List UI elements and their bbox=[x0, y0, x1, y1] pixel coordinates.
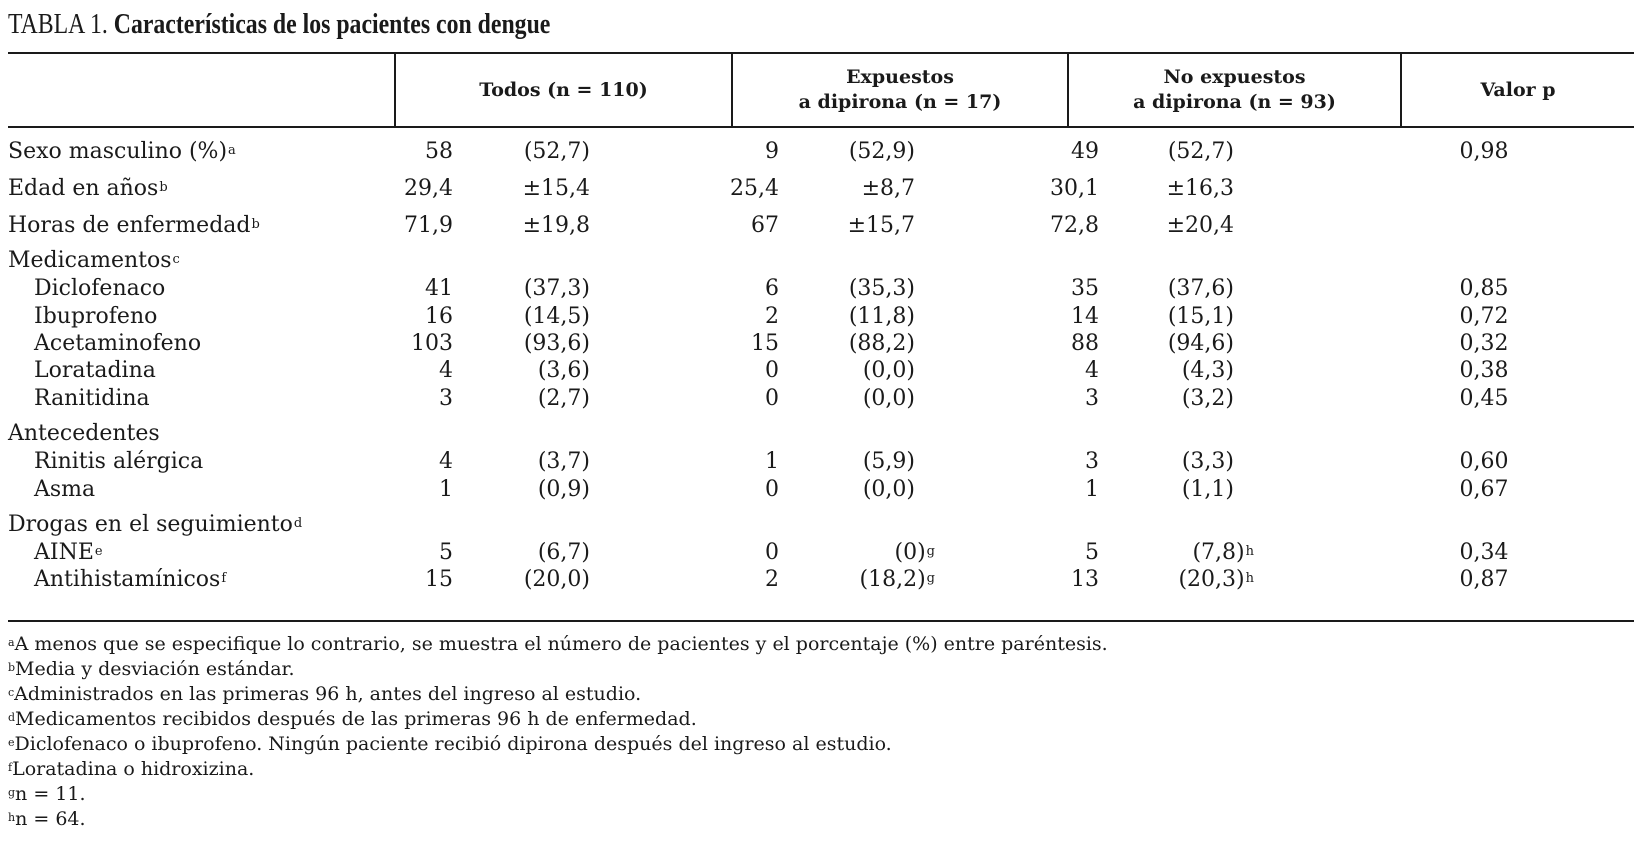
footnote: $^g$n = 11. bbox=[8, 783, 86, 805]
table-cell: 103 bbox=[411, 331, 453, 356]
table-title-text: Características de los pacientes con dengue bbox=[113, 8, 551, 40]
header-expuestos: Expuestos a dipirona (n = 17) bbox=[798, 66, 1002, 113]
row-label: Loratadina bbox=[34, 358, 156, 383]
table-row bbox=[8, 247, 1634, 275]
row-label: Antihistamínicos$^f$ bbox=[34, 567, 227, 592]
table-cell: (20,0) bbox=[523, 567, 590, 592]
footnote-mark: g bbox=[8, 786, 16, 799]
footnote-mark: b bbox=[8, 661, 16, 674]
row-label: Horas de enfermedad$^b$ bbox=[8, 213, 260, 238]
footnote: $^a$A menos que se especifique lo contrario, se muestra el número de pacientes y el porcentaje (%) entre paréntesis. bbox=[8, 633, 1108, 655]
table-cell: (3,6) bbox=[537, 358, 590, 383]
p-value: 0,87 bbox=[1459, 567, 1509, 592]
table-cell: (3,7) bbox=[537, 449, 590, 474]
table-row bbox=[8, 476, 1634, 504]
p-value: 0,67 bbox=[1459, 477, 1509, 502]
p-value: 0,45 bbox=[1459, 386, 1509, 411]
bottom-rule bbox=[8, 620, 1634, 622]
table-cell: 1 bbox=[765, 449, 779, 474]
table-cell: 15 bbox=[425, 567, 453, 592]
table-cell: 35 bbox=[1071, 276, 1099, 301]
table-cell: 16 bbox=[425, 304, 453, 329]
table-row bbox=[8, 539, 1634, 567]
table-cell: 29,4 bbox=[404, 176, 453, 201]
p-value: 0,85 bbox=[1459, 276, 1509, 301]
table-cell: 4 bbox=[1085, 358, 1099, 383]
table-cell: 67 bbox=[751, 213, 779, 238]
footnote-mark: g bbox=[926, 544, 935, 559]
footnote-mark: a bbox=[228, 143, 236, 158]
row-label: Sexo masculino (%)$^a$ bbox=[8, 139, 236, 164]
table-row bbox=[8, 330, 1634, 358]
footnote: $^h$n = 64. bbox=[8, 808, 86, 830]
table-cell: (14,5) bbox=[523, 304, 590, 329]
footnote-mark: h bbox=[1245, 544, 1254, 559]
table-cell: (0,0) bbox=[862, 386, 915, 411]
table-cell: 3 bbox=[1085, 449, 1099, 474]
table-cell: 9 bbox=[765, 139, 779, 164]
table-cell: 72,8 bbox=[1050, 213, 1099, 238]
table-cell: 3 bbox=[1085, 386, 1099, 411]
footnote-mark: a bbox=[8, 636, 15, 649]
table-row bbox=[8, 420, 1634, 448]
footnote: $^d$Medicamentos recibidos después de las primeras 96 h de enfermedad. bbox=[8, 708, 697, 730]
table-cell: (1,1) bbox=[1181, 477, 1234, 502]
table-cell: (37,6) bbox=[1167, 276, 1234, 301]
table-cell: 30,1 bbox=[1050, 176, 1099, 201]
table-cell: (88,2) bbox=[848, 331, 915, 356]
table-cell: 58 bbox=[425, 139, 453, 164]
table-row bbox=[8, 448, 1634, 476]
table-cell: 13 bbox=[1071, 567, 1099, 592]
table-cell: 0 bbox=[765, 386, 779, 411]
p-value: 0,60 bbox=[1459, 449, 1509, 474]
table-row bbox=[8, 303, 1634, 331]
table-cell: (93,6) bbox=[523, 331, 590, 356]
table-row bbox=[8, 511, 1634, 539]
table-cell: ±15,7 bbox=[847, 213, 915, 238]
table-cell: 0 bbox=[765, 540, 779, 565]
table-cell: 4 bbox=[439, 449, 453, 474]
table-cell: 3 bbox=[439, 386, 453, 411]
table-cell: $(7,8)^h$ bbox=[1192, 540, 1254, 565]
p-value: 0,38 bbox=[1459, 358, 1509, 383]
table-cell: ±19,8 bbox=[522, 213, 590, 238]
row-label: Acetaminofeno bbox=[34, 331, 202, 356]
table-cell: (0,0) bbox=[862, 477, 915, 502]
row-label: Ibuprofeno bbox=[34, 304, 158, 329]
table-row bbox=[8, 385, 1634, 413]
footnote: $^c$Administrados en las primeras 96 h, antes del ingreso al estudio. bbox=[8, 683, 642, 705]
table-cell: (3,3) bbox=[1181, 449, 1234, 474]
table-cell: 1 bbox=[439, 477, 453, 502]
footnote-mark: h bbox=[8, 811, 16, 824]
table-cell: 2 bbox=[765, 567, 779, 592]
table-cell: (3,2) bbox=[1181, 386, 1234, 411]
footnote-mark: h bbox=[1245, 571, 1254, 586]
table-title bbox=[8, 4, 550, 44]
table-cell: 41 bbox=[425, 276, 453, 301]
header-todos: Todos (n = 110) bbox=[479, 78, 648, 101]
table-cell: (0,0) bbox=[862, 358, 915, 383]
header-no-expuestos: No expuestos a dipirona (n = 93) bbox=[1133, 66, 1336, 113]
table-cell: (2,7) bbox=[537, 386, 590, 411]
footnote-mark: c bbox=[172, 252, 180, 267]
table-row bbox=[8, 212, 1634, 240]
table-row bbox=[8, 566, 1634, 594]
table-cell: (15,1) bbox=[1167, 304, 1234, 329]
table-cell: (0,9) bbox=[537, 477, 590, 502]
header-valor-p: Valor p bbox=[1480, 78, 1556, 101]
table-row bbox=[8, 175, 1634, 203]
table-cell: 6 bbox=[765, 276, 779, 301]
table-cell: 14 bbox=[1071, 304, 1099, 329]
row-label: Asma bbox=[34, 477, 96, 502]
table-cell: (6,7) bbox=[537, 540, 590, 565]
p-value: 0,32 bbox=[1459, 331, 1509, 356]
table-cell: 88 bbox=[1071, 331, 1099, 356]
table-cell: (35,3) bbox=[848, 276, 915, 301]
table-cell: $(20,3)^h$ bbox=[1178, 567, 1254, 592]
table-cell: (94,6) bbox=[1167, 331, 1234, 356]
table-label: TABLA 1. bbox=[8, 8, 108, 40]
table-cell: 4 bbox=[439, 358, 453, 383]
header-rule bbox=[8, 126, 1634, 128]
table-cell: (4,3) bbox=[1181, 358, 1234, 383]
table-row bbox=[8, 275, 1634, 303]
footnote-mark: g bbox=[926, 571, 935, 586]
footnote-mark: b bbox=[159, 180, 168, 195]
table-cell: ±20,4 bbox=[1166, 213, 1234, 238]
footnote-mark: b bbox=[251, 217, 260, 232]
table-cell: $(0)^g$ bbox=[894, 540, 935, 565]
footnote: $^e$Diclofenaco o ibuprofeno. Ningún paciente recibió dipirona después del ingreso al estudio. bbox=[8, 733, 892, 755]
footnote: $^b$Media y desviación estándar. bbox=[8, 658, 295, 680]
table-cell: 1 bbox=[1085, 477, 1099, 502]
table-cell: (5,9) bbox=[862, 449, 915, 474]
table-cell: ±15,4 bbox=[522, 176, 590, 201]
footnote-mark: e bbox=[94, 544, 103, 559]
footnote-mark: e bbox=[8, 736, 15, 749]
footnote-mark: c bbox=[8, 686, 15, 699]
footnote-mark: f bbox=[8, 761, 13, 774]
table-cell: 0 bbox=[765, 358, 779, 383]
table-cell: (52,9) bbox=[848, 139, 915, 164]
p-value: 0,72 bbox=[1459, 304, 1509, 329]
row-label: Rinitis alérgica bbox=[34, 449, 204, 474]
table-cell: (11,8) bbox=[848, 304, 915, 329]
row-label: AINE$^e$ bbox=[34, 540, 103, 565]
table-cell: 2 bbox=[765, 304, 779, 329]
table-row bbox=[8, 138, 1634, 166]
table-row bbox=[8, 357, 1634, 385]
table-cell: (52,7) bbox=[523, 139, 590, 164]
row-label: Drogas en el seguimiento$^d$ bbox=[8, 512, 303, 537]
row-label: Antecedentes bbox=[8, 421, 160, 446]
table-cell: (52,7) bbox=[1167, 139, 1234, 164]
table-cell: 25,4 bbox=[730, 176, 779, 201]
row-label: Diclofenaco bbox=[34, 276, 166, 301]
row-label: Ranitidina bbox=[34, 386, 150, 411]
p-value: 0,98 bbox=[1459, 139, 1509, 164]
footnote-mark: d bbox=[293, 516, 303, 531]
table-cell: 71,9 bbox=[404, 213, 453, 238]
table-cell: 5 bbox=[439, 540, 453, 565]
table-cell: 15 bbox=[751, 331, 779, 356]
p-value: 0,34 bbox=[1459, 540, 1509, 565]
table-cell: 5 bbox=[1085, 540, 1099, 565]
footnote-mark: f bbox=[221, 571, 227, 586]
table-cell: $(18,2)^g$ bbox=[859, 567, 935, 592]
row-label: Edad en años$^b$ bbox=[8, 176, 168, 201]
table-cell: (37,3) bbox=[523, 276, 590, 301]
table-cell: 0 bbox=[765, 477, 779, 502]
table-cell: 49 bbox=[1071, 139, 1099, 164]
footnote: $^f$Loratadina o hidroxizina. bbox=[8, 758, 255, 780]
row-label: Medicamentos$^c$ bbox=[8, 248, 180, 273]
table-cell: ±16,3 bbox=[1166, 176, 1234, 201]
footnote-mark: d bbox=[8, 711, 16, 724]
table-cell: ±8,7 bbox=[861, 176, 915, 201]
